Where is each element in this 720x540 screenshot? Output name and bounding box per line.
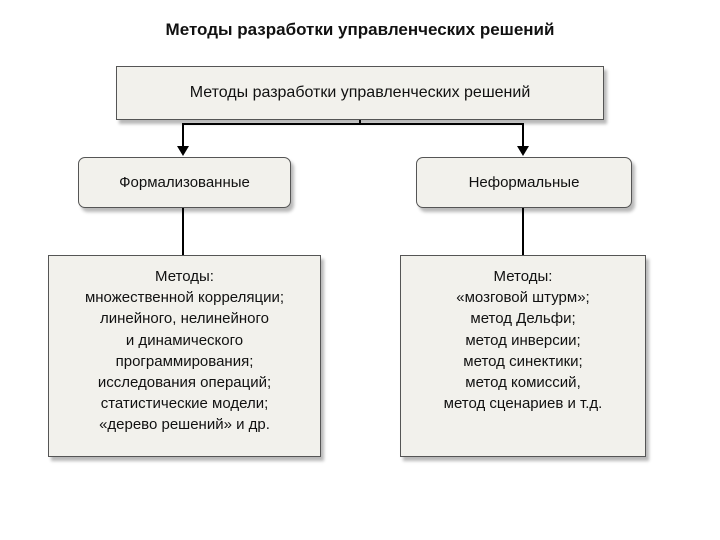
methods-heading: Методы:: [155, 268, 214, 285]
method-item: метод синектики;: [463, 352, 583, 370]
method-item: метод комиссий,: [465, 374, 581, 392]
methods-box-informal: [400, 255, 646, 457]
method-item: метод инверсии;: [465, 331, 581, 349]
methods-heading: Методы:: [493, 268, 553, 285]
method-item: статистические модели;: [100, 395, 269, 413]
branch-node-label: Формализованные: [119, 174, 250, 191]
branch-node-label: Неформальные: [468, 174, 580, 191]
branch-node-informal: [416, 157, 632, 208]
method-item: «мозговой штурм»;: [456, 289, 590, 307]
method-item: линейного, нелинейного: [100, 310, 269, 328]
root-node: [116, 66, 604, 120]
method-item: метод сценариев и т.д.: [443, 395, 603, 413]
root-node-label: Методы разработки управленческих решений: [189, 84, 531, 101]
right-arrowhead-icon: [517, 146, 529, 156]
branch-node-formalized: [78, 157, 291, 208]
method-item: метод Дельфи;: [470, 310, 576, 328]
method-item: множественной корреляции;: [84, 289, 285, 307]
method-item: «дерево решений» и др.: [99, 416, 270, 434]
left-arrowhead-icon: [177, 146, 189, 156]
method-item: и динамического: [125, 331, 244, 349]
methods-box-formalized: [48, 255, 321, 457]
page-title: Методы разработки управленческих решений: [165, 20, 555, 39]
method-item: исследования операций;: [97, 374, 272, 392]
method-item: программирования;: [115, 352, 254, 370]
